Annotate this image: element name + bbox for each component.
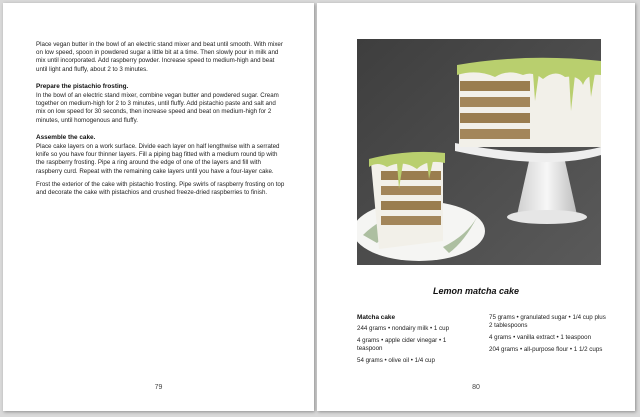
ingredient-item: 204 grams • all-purpose flour • 1 1/2 cups — [489, 346, 603, 353]
page-number-left: 79 — [154, 384, 163, 391]
ingredient-item: 4 grams • vanilla extract • 1 teaspoon — [489, 334, 592, 341]
assemble-heading: Assemble the cake. — [36, 133, 96, 141]
ingredient-item: 4 grams • apple cider vinegar • 1 teaspoon — [357, 337, 447, 352]
left-text-column — [36, 41, 286, 202]
ingredient-item: 244 grams • nondairy milk • 1 cup — [357, 325, 450, 332]
pistachio-frosting-paragraph: In the bowl of an electric stand mixer, combine vegan butter and powdered sugar. Cream together on medium-high for 2 to 3 minutes, until fluffy. Add pistachio paste and salt and mix on low speed for 30 seconds, then increase speed and beat on medium-high for 2 minutes, until homogenous and fluffy. — [36, 92, 279, 124]
page-number-right: 80 — [472, 384, 480, 391]
right-page — [317, 3, 635, 411]
left-page — [3, 3, 314, 411]
ingredient-item: 54 grams • olive oil • 1/4 cup — [357, 357, 435, 364]
ingredients-column-2 — [489, 314, 607, 358]
ingredient-item: 75 grams • granulated sugar • 1/4 cup plus 2 tablespoons — [489, 314, 606, 329]
cake-illustration — [357, 39, 601, 265]
ingredients-column-1 — [357, 314, 472, 369]
raspberry-frosting-paragraph: Place vegan butter in the bowl of an electric stand mixer and beat until smooth. With mixer on low speed, spoon in powdered sugar a little bit at a time. Then slowly pour in milk and mix until incorporated. Add raspberry powder. Increase speed to medium-high and beat until light and fluffy, about 2 to 3 minutes. — [36, 41, 283, 73]
matcha-cake-subheading: Matcha cake — [357, 314, 396, 321]
pistachio-frosting-heading: Prepare the pistachio frosting. — [36, 82, 129, 90]
cake-photo — [357, 39, 601, 265]
assemble-paragraph-1: Place cake layers on a work surface. Divide each layer on half lengthwise with a serrated knife so you have four thinner layers. Fill a piping bag fitted with a medium round tip with the raspberry frosting. Pipe a ring around the edge of one of the layers and fill with raspberry curd. Repeat with the remaining cake layers until you have a four-layer cake. — [36, 143, 280, 175]
recipe-title: Lemon matcha cake — [432, 286, 520, 296]
assemble-paragraph-2: Frost the exterior of the cake with pistachio frosting. Pipe swirls of raspberry frosting on top and decorate the cake with pistachios and crushed freeze-dried raspberries to finish. — [36, 180, 285, 197]
